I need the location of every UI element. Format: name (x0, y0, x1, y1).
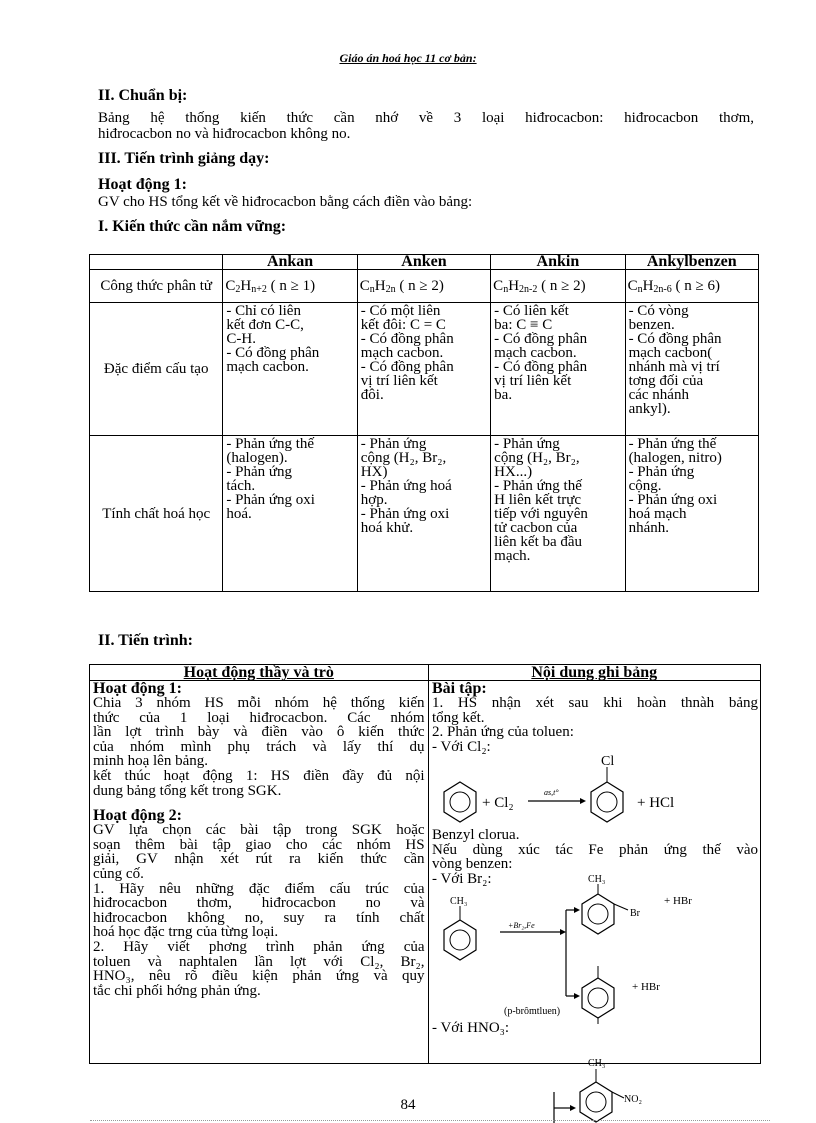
rx2-br-ortho: Br (630, 908, 640, 919)
exercise-block: Bài tập: 1. HS nhận xét sau khi hoàn thnàh bảng tổng kết. 2. Phản ứng của toluen: - Với Cl₂: (432, 680, 758, 755)
summary-table (89, 254, 759, 592)
prep-line-1: Bảng hệ thống kiến thức cần nhớ về 3 loại hiđrocacbon: hiđrocacbon thơm, (98, 110, 754, 126)
reaction-bromination (432, 866, 758, 1026)
col-header-ankan: Ankan (223, 255, 357, 270)
rx2-condition: +Br₂,Fe (508, 921, 535, 930)
structure-ankylbenzen: - Có vòng benzen. - Có đồng phân mạch cacbon( nhánh mà vị trí tơng đối của các nhánh ankyl). (625, 303, 758, 436)
formula-ankin: $C_nH_{2n-2}$ ( n ≥ 2) (491, 270, 625, 303)
with-cl2-label: - Với Cl₂: (432, 738, 491, 755)
rx2-ch3-ortho: CH₃ (588, 874, 606, 885)
formula-ankan: $C_2H_{n+2}$ ( n ≥ 1) (223, 270, 357, 303)
col-header-activities: Hoạt động thầy và trò (90, 665, 429, 681)
prep-line-2: hiđrocacbon no và hiđrocacbon không no. (98, 126, 351, 142)
page-number: 84 (400, 1097, 416, 1113)
col-header-anken: Anken (357, 255, 490, 270)
rx3-no2: NO₂ (624, 1094, 642, 1105)
structure-ankin: - Có liên kết ba: C ≡ C - Có đồng phân mạch cacbon. - Có đồng phân vị trí liên kết ba. (491, 303, 625, 436)
section-process-title: III. Tiến trình giảng dạy: (98, 150, 270, 167)
structure-anken: - Có một liên kết đôi: C = C - Có đồng phân mạch cacbon. - Có đồng phân vị trí liên kết đôi. (357, 303, 490, 436)
activity1-title: Hoạt động 1: (98, 176, 187, 193)
chem-anken: - Phản ứng cộng (H₂, Br₂, HX) - Phản ứng hoá hợp. - Phản ứng oxi hoá khử. (357, 436, 490, 592)
row-label-formula: Công thức phân tử (90, 270, 223, 303)
fe-note-block: Benzyl clorua. Nếu dùng xúc tác Fe phản ứng thế vào vòng benzen: - Với Br₂: (432, 827, 758, 887)
section-prep-title: II. Chuẩn bị: (98, 87, 188, 104)
rx1-cl: Cl (601, 755, 615, 769)
act1-title: Hoạt động 1: (93, 680, 182, 697)
chem-ankylbenzen: - Phản ứng thế (halogen, nitro) - Phản ứng cộng. - Phản ứng oxi hoá mạch nhánh. (625, 436, 758, 592)
rx2-hbr-2: + HBr (632, 981, 660, 993)
chem-ankin: - Phản ứng cộng (H₂, Br₂, HX...) - Phản ứng thế H liên kết trực tiếp với nguyên tử cacbon của liên kết ba đầu mạch. (491, 436, 625, 592)
col-header-ankin: Ankin (491, 255, 625, 270)
rx1-hcl: + HCl (637, 795, 675, 811)
footer-divider (90, 1120, 770, 1121)
rx1-condition: as,t° (544, 788, 559, 797)
rx2-ch3-reactant: CH₃ (450, 896, 468, 907)
col-header-board-content: Nội dung ghi bảng (428, 665, 760, 681)
col-header-ankylbenzen: Ankylbenzen (625, 255, 758, 270)
knowledge-title: I. Kiến thức cần nắm vững: (98, 218, 287, 235)
formula-ankylbenzen: $C_nH_{2n-6}$ ( n ≥ 6) (625, 270, 758, 303)
section-process2-title: II. Tiến trình: (98, 632, 193, 649)
row-label-chemistry: Tính chất hoá học (90, 436, 223, 592)
page-header: Giáo án hoá học 11 cơ bản: (339, 51, 477, 65)
row-label-structure: Đặc điểm cấu tạo (90, 303, 223, 436)
rx2-para-name: (p-brômtluen) (504, 1006, 561, 1017)
activity1-text: GV cho HS tổng kết về hiđrocacbon bằng cách điền vào bảng: (98, 194, 473, 210)
table-corner (90, 255, 223, 270)
exercise-title: Bài tập: (432, 680, 487, 697)
formula-anken: $C_nH_{2n}$ ( n ≥ 2) (357, 270, 490, 303)
reaction-chlorination (432, 755, 758, 825)
rx3-ch3: CH₃ (588, 1058, 606, 1069)
act2-title: Hoạt động 2: (93, 807, 182, 825)
with-hno3-label: - Với HNO₃: (432, 1020, 510, 1036)
chem-ankan: - Phản ứng thế (halogen). - Phản ứng tách. - Phản ứng oxi hoá. (223, 436, 357, 592)
structure-ankan: - Chỉ có liên kết đơn C-C, C-H. - Có đồng phân mạch cacbon. (223, 303, 357, 436)
activities-cell: Hoạt động 1: Chia 3 nhóm HS mỗi nhóm hệ thống kiến thức của 1 loại hiđrocacbon. Các nhóm lần lợt trình bày và điền vào ô kiến thức của nhóm mình phụ trách và lấy thí dụ minh hoạ lên bảng. kết thúc hoạt động 1: HS điền đầy đủ nội dung bảng tổng kết trong SGK. Hoạt động 2: GV lựa chọn các bài tập trong SGK hoặc soạn thêm bài tập giao cho các nhóm HS giải, GV nhận xét rút ra kiến thức cần củng cố. 1. Hãy nêu những đặc điểm cấu trúc của hiđrocacbon thơm, hiđrocacbon no và hiđrocacbon không no, suy ra tính chất hoá học đặc trng của từng loại. 2. Hãy viết phơng trình phản ứng của toluen và naphtalen lần lợt với Cl₂, Br₂, HNO₃, nêu rõ điều kiện phản ứng và quy tắc chi phối hớng phản ứng. (90, 681, 429, 1064)
rx1-plus-cl2: + Cl₂ (482, 795, 514, 811)
with-br2-label: - Với Br₂: (432, 870, 492, 887)
rx2-hbr-1: + HBr (664, 895, 692, 907)
